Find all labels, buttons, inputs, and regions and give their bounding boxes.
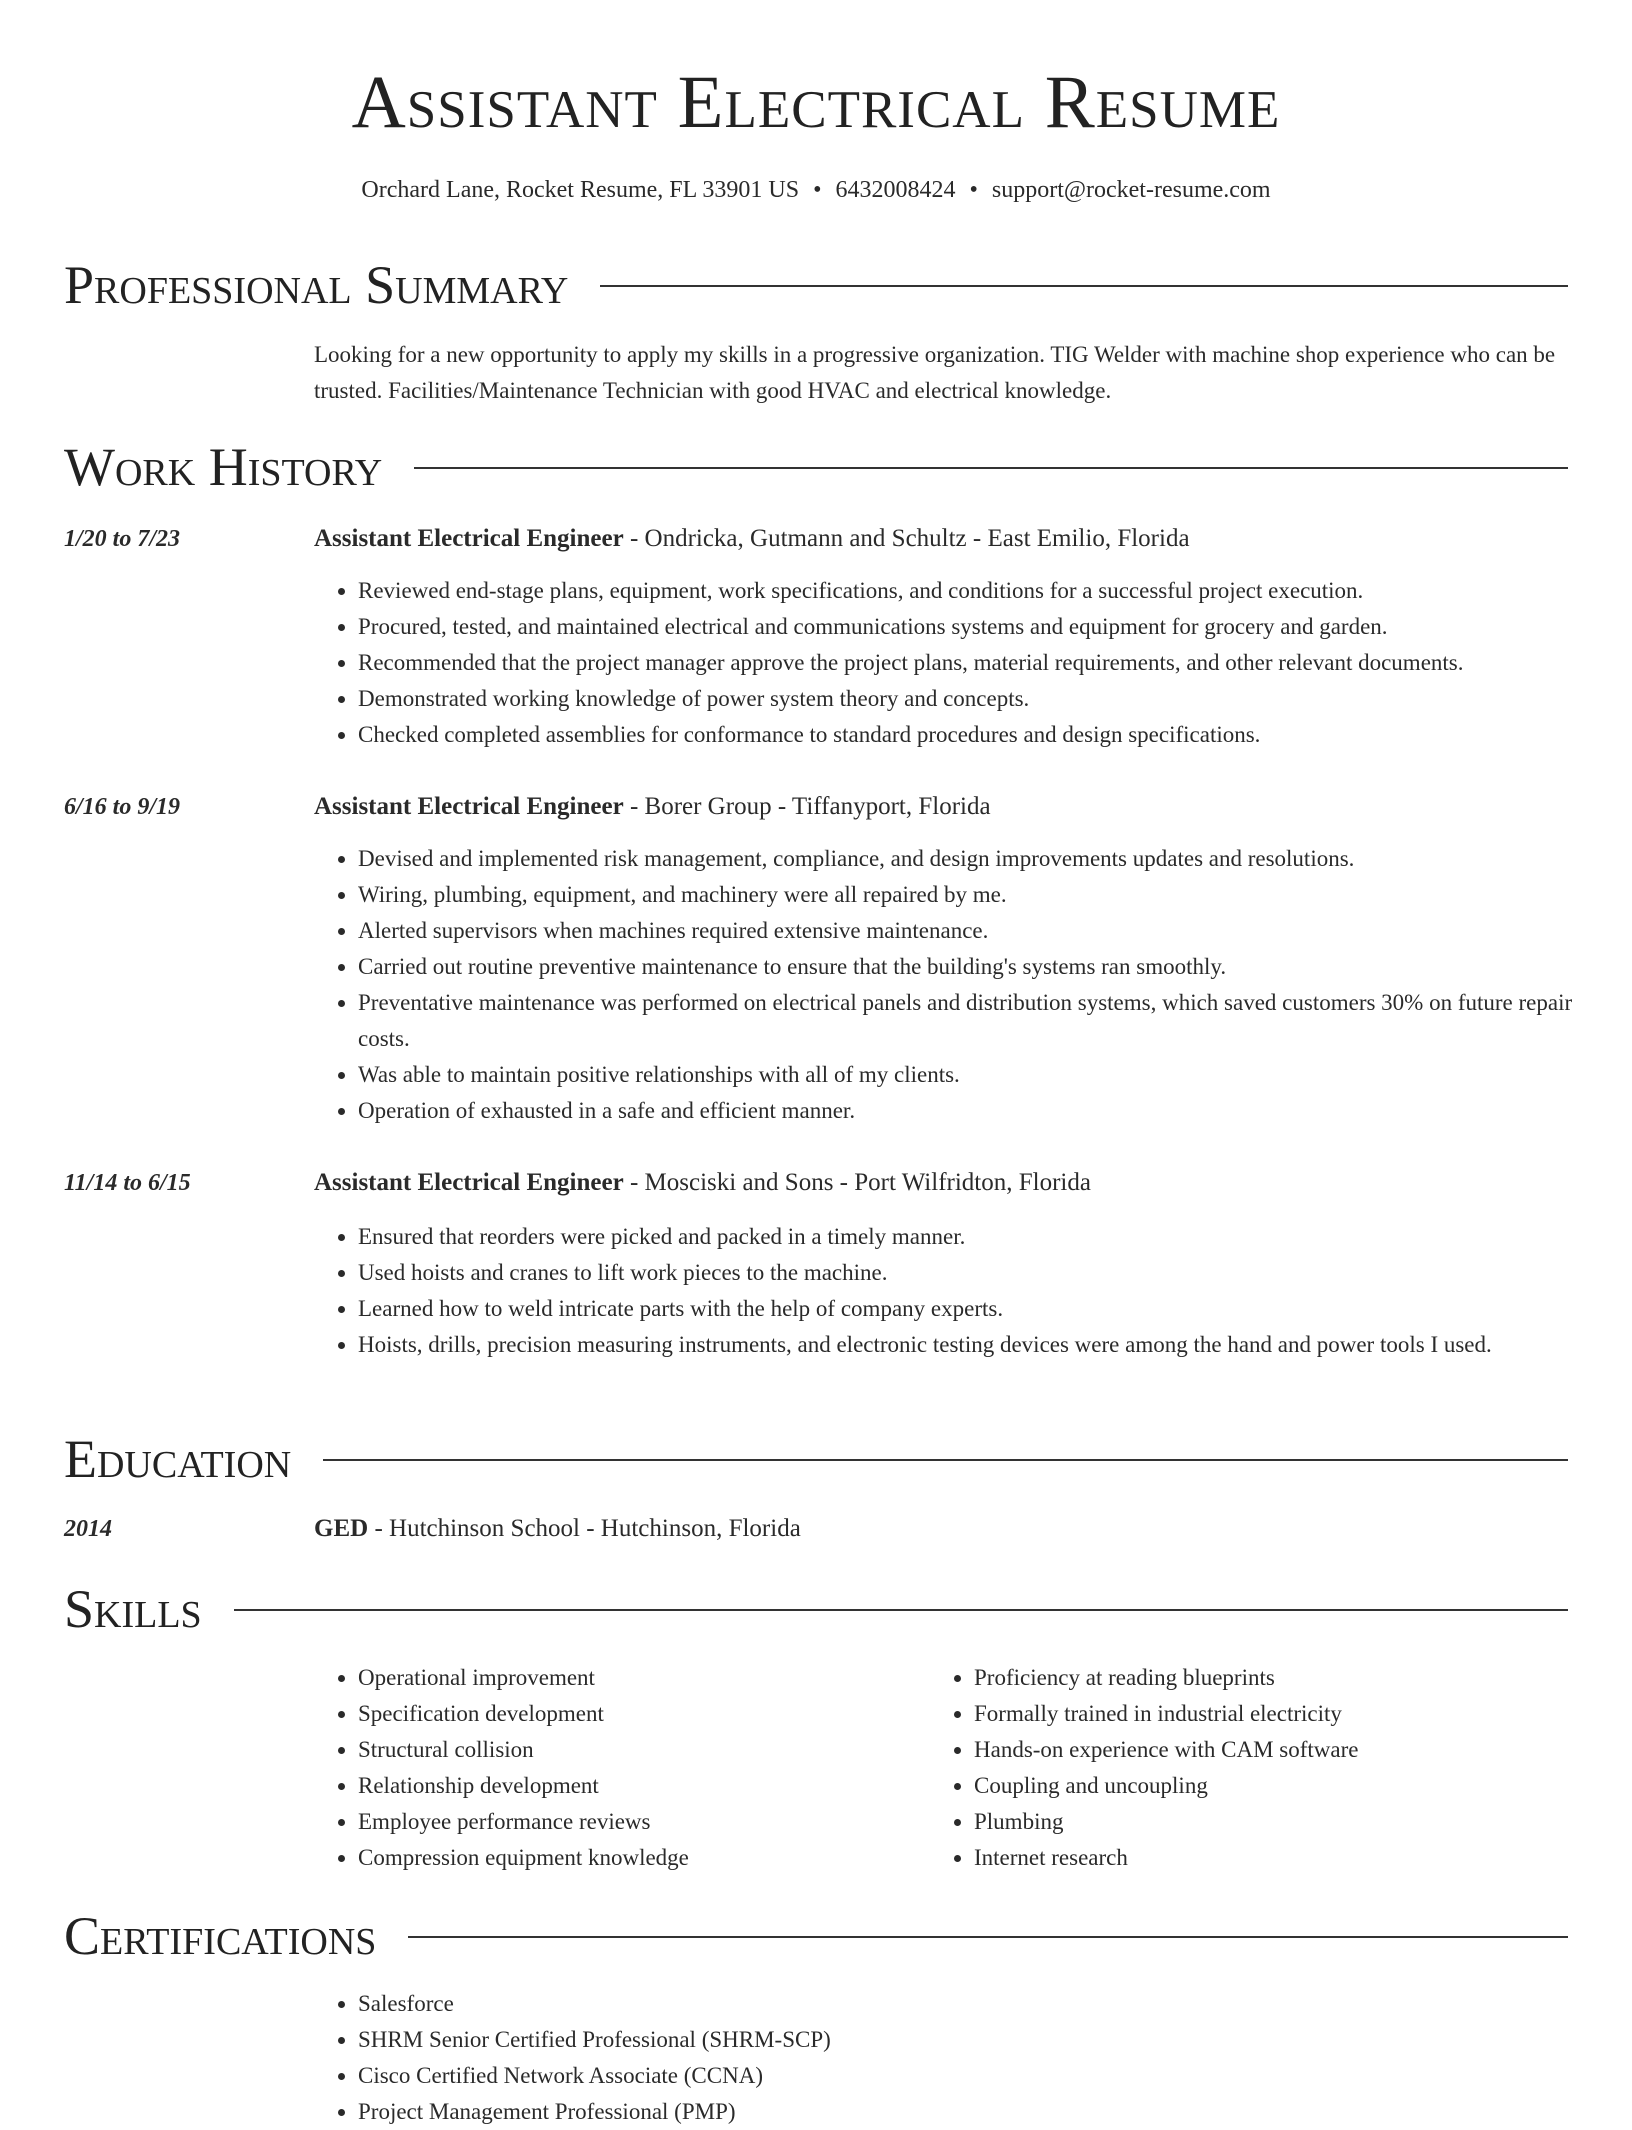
job-title: Assistant Electrical Engineer xyxy=(314,793,624,820)
contact-separator: • xyxy=(813,177,822,203)
job-title: Assistant Electrical Engineer xyxy=(314,525,624,552)
list-item: • Used hoists and cranes to lift work pieces to the machine. xyxy=(358,1255,1608,1291)
contact-separator: • xyxy=(969,177,978,203)
list-item: • Coupling and uncoupling xyxy=(974,1768,1604,1804)
section-heading: Work History xyxy=(64,437,383,497)
job-bullets xyxy=(314,841,1608,1129)
list-item: • Was able to maintain positive relationships with all of my clients. xyxy=(358,1057,1608,1093)
list-item: • Wiring, plumbing, equipment, and machinery were all repaired by me. xyxy=(358,877,1608,913)
list-item: • Reviewed end-stage plans, equipment, work specifications, and conditions for a successful project execution. xyxy=(358,573,1608,609)
list-item: • Compression equipment knowledge xyxy=(358,1840,928,1876)
section-certifications xyxy=(64,1904,1568,1968)
section-heading: Professional Summary xyxy=(64,255,569,315)
skills-list-right xyxy=(930,1660,1604,1876)
list-item: • Formally trained in industrial electricity xyxy=(974,1696,1604,1732)
job-heading xyxy=(314,521,1190,557)
list-item: • Plumbing xyxy=(974,1804,1604,1840)
section-education xyxy=(64,1427,1568,1491)
list-item: • Devised and implemented risk management, compliance, and design improvements updates and resolutions. xyxy=(358,841,1608,877)
job-bullets xyxy=(314,1219,1608,1363)
job-details: - Ondricka, Gutmann and Schultz - East Emilio, Florida xyxy=(623,525,1190,552)
section-work-history xyxy=(64,435,1568,499)
contact-phone: 6432008424 xyxy=(835,177,956,203)
list-item: • Preventative maintenance was performed on electrical panels and distribution systems, which saved customers 30% on future repair costs. xyxy=(358,985,1608,1057)
list-item: • Recommended that the project manager approve the project plans, material requirements, and other relevant documents. xyxy=(358,645,1608,681)
summary-text: Looking for a new opportunity to apply my skills in a progressive organization. TIG Welder with machine shop experience who can be trusted. Facilities/Maintenance Technician with good HVAC and electrical knowledge. xyxy=(314,342,1556,403)
education-entry xyxy=(314,1511,801,1547)
section-professional-summary xyxy=(64,253,1568,317)
list-item: • Carried out routine preventive maintenance to ensure that the building's systems ran smoothly. xyxy=(358,949,1608,985)
job-bullets xyxy=(314,573,1608,753)
list-item: • Structural collision xyxy=(358,1732,928,1768)
education-details: - Hutchinson School - Hutchinson, Florida xyxy=(368,1515,801,1542)
job-heading xyxy=(314,1165,1091,1201)
job-heading xyxy=(314,789,991,825)
section-divider xyxy=(234,1609,1568,1611)
section-divider xyxy=(408,1936,1568,1938)
list-item: • Project Management Professional (PMP) xyxy=(358,2094,1608,2130)
list-item: • SHRM Senior Certified Professional (SHRM-SCP) xyxy=(358,2022,1608,2058)
list-item: • Checked completed assemblies for conformance to standard procedures and design specifications. xyxy=(358,717,1608,753)
certifications-list xyxy=(314,1986,1608,2130)
job-dates: 6/16 to 9/19 xyxy=(64,794,181,820)
list-item: • Procured, tested, and maintained electrical and communications systems and equipment for grocery and garden. xyxy=(358,609,1608,645)
contact-email: support@rocket-resume.com xyxy=(991,177,1271,203)
list-item: • Demonstrated working knowledge of power system theory and concepts. xyxy=(358,681,1608,717)
job-dates: 11/14 to 6/15 xyxy=(64,1170,191,1196)
list-item: • Cisco Certified Network Associate (CCNA) xyxy=(358,2058,1608,2094)
job-title: Assistant Electrical Engineer xyxy=(314,1169,624,1196)
list-item: • Relationship development xyxy=(358,1768,928,1804)
list-item: • Learned how to weld intricate parts with the help of company experts. xyxy=(358,1291,1608,1327)
section-heading: Skills xyxy=(64,1579,202,1639)
list-item: • Hands-on experience with CAM software xyxy=(974,1732,1604,1768)
section-divider xyxy=(414,467,1568,469)
contact-line xyxy=(0,172,1632,208)
contact-address: Orchard Lane, Rocket Resume, FL 33901 US xyxy=(361,177,800,203)
section-divider xyxy=(323,1459,1568,1461)
list-item: • Proficiency at reading blueprints xyxy=(974,1660,1604,1696)
job-dates: 1/20 to 7/23 xyxy=(64,526,181,552)
education-year: 2014 xyxy=(64,1516,112,1542)
list-item: • Employee performance reviews xyxy=(358,1804,928,1840)
job-details: - Borer Group - Tiffanyport, Florida xyxy=(623,793,991,820)
list-item: • Operation of exhausted in a safe and efficient manner. xyxy=(358,1093,1608,1129)
section-divider xyxy=(600,285,1568,287)
section-heading: Education xyxy=(64,1429,292,1489)
list-item: • Specification development xyxy=(358,1696,928,1732)
list-item: • Alerted supervisors when machines required extensive maintenance. xyxy=(358,913,1608,949)
list-item: • Operational improvement xyxy=(358,1660,928,1696)
list-item: • Salesforce xyxy=(358,1986,1608,2022)
list-item: • Ensured that reorders were picked and packed in a timely manner. xyxy=(358,1219,1608,1255)
resume-title: Assistant Electrical Resume xyxy=(351,61,1281,144)
job-details: - Mosciski and Sons - Port Wilfridton, Florida xyxy=(623,1169,1091,1196)
list-item: • Internet research xyxy=(974,1840,1604,1876)
section-heading: Certifications xyxy=(64,1906,377,1966)
section-skills xyxy=(64,1577,1568,1641)
education-degree: GED xyxy=(314,1515,369,1542)
list-item: • Hoists, drills, precision measuring instruments, and electronic testing devices were among the hand and power tools I used. xyxy=(358,1327,1608,1363)
skills-list-left xyxy=(314,1660,928,1876)
